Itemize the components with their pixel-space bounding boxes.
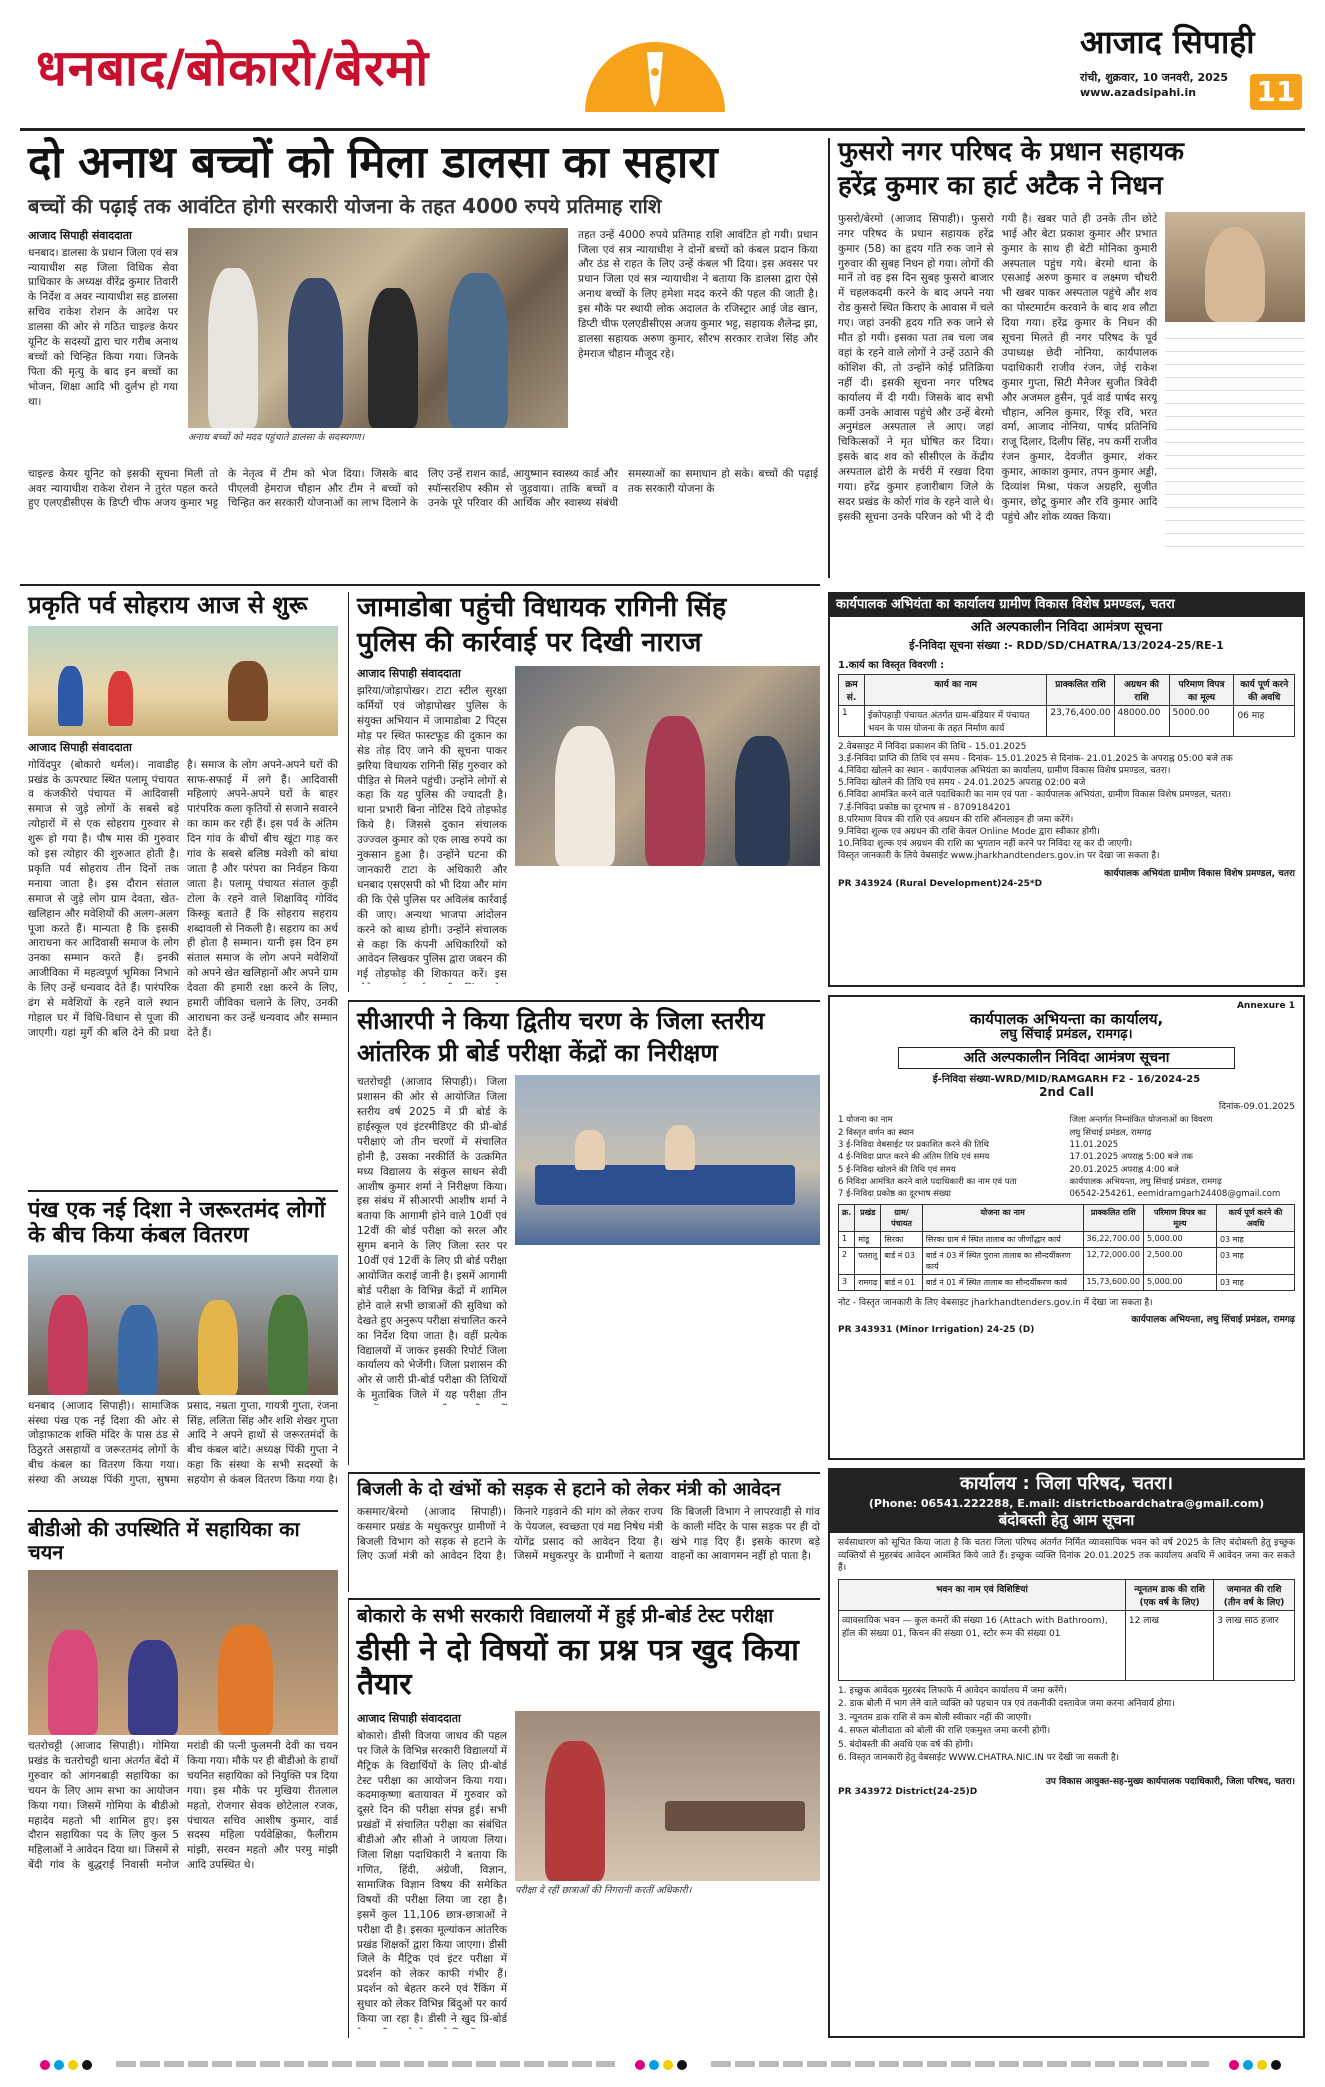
lead-headline: दो अनाथ बच्चों को मिला डालसा का सहारा <box>28 137 718 188</box>
bdo-story <box>28 1510 338 2040</box>
paper-name: आजाद सिपाही <box>1080 23 1255 61</box>
ad2-ref: ई-निविदा संख्या-WRD/MID/RAMGARH F2 - 16/2024-25 <box>932 1074 1201 1086</box>
bokaro-photo <box>515 1711 820 1881</box>
crp-story <box>348 1000 820 1465</box>
crp-body: चतरोचट्टी (आजाद सिपाही)। जिला प्रशासन की ओर से आयोजित जिला स्तरीय वर्ष 2025 में प्री बोर्ड के हाईस्कूल एवं इंटरमीडिएट की प्री-बोर्ड परीक्षाएं जो तीन चरणों में संचालित होनी है, उसका नरकीर्ति के उत्क्रमित मध्य विद्यालय के संकुल साधन सेवी आशीष कुमार शर्मा ने निरीक्षण किया। इस संबंध में सीआरपी आशीष शर्मा ने बताया कि आगामी होने वाले 10वीं एवं 12वीं की बोर्ड परीक्षा को सरल और सुगम बनाने के लिए जिला स्तर पर 10वीं एवं 12वीं के लिए प्री बोर्ड परीक्षा आयोजित कराई जानी है। इसमें आगामी बोर्ड परीक्षा के विभिन्न केंद्रों में शामिल होने वाले सभी छात्राओं की सुविधा को देखते हुए अनुरूप परीक्षा संचालित करने का निर्देश दिया जाता है। वहीं प्रत्येक विद्यालयों में जाकर इसकी रिपोर्ट जिला कार्यालय को भेजेंगी। जिला प्रशासन की ओर से जारी प्री-बोर्ड परीक्षा की तिथियों के मुताबिक जिले में यह परीक्षा तीन <box>357 1076 507 1402</box>
ad2-office: लघु सिंचाई प्रमंडल, रामगढ़। <box>1000 1027 1133 1043</box>
ad2-table: क्र. प्रखंड ग्राम/पंचायत योजना का नाम प्राक्कलित राशि परिमाण विपत्र का मूल्य कार्य पूर्ण करने की अवधि 1 मांडू सिरका सिरका ग्राम में स्थित तालाब का जीर्णोद्धार कार्य 36,22,700.00 5,000.00 03 माह 2 पतरातू बार्ड नं 03 बार्ड नं 03 में स्थित पुराना तालाब का सौन्दर्यीकरण कार्य 12,72,000.00 2,500.00 03 माह 3 रामगढ़ बार्ड नं 01 बार्ड नं 01 में स्थित तालाब का सौन्दर्यीकरण कार्य 15,73,600.00 5,000.00 03 माह <box>838 1204 1295 1291</box>
ad2-signer: कार्यपालक अभियन्ता, लघु सिंचाई प्रमंडल, रामगढ़ <box>1131 1315 1295 1326</box>
fusro-body-side <box>1165 326 1305 551</box>
fusro-headline: हरेंद्र कुमार का हार्ट अटैक ने निधन <box>838 170 1163 201</box>
masthead-logo-icon <box>585 12 725 112</box>
sohrai-body: गोविंदपुर (बोकारो थर्मल)। नावाडीह प्रखंड के ऊपरघाट स्थित पलामू पंचायत व कंजकीरो पंचायत में आदिवासी समाज से जुड़े लोगों के सबसे बड़े त्योहारों में से एक सोहराय गुरुवार से शुरू हो गया है। पौष मास की गुरुवार को इस त्योहार की शुरुआत होती है। प्रकृति पर्व सोहराय तीन दिनों तक मनाया जाता है। इस दौरान संताल समाज से जुड़े लोग ग्राम देवता, खेत-खलिहान और मवेशियों की अलग-अलग पूजा करते हैं। मान्यता है कि इसकी आराधना कर आदिवासी समाज के लोग उनका सम्मान करते हैं। इनकी आजीविका में महत्वपूर्ण भूमिका निभाने के लिए उन्हें धन्यवाद देते हैं। पारंपरिक ढंग से मवेशियों के रहने वाले स्थान गोहाल घर में विधि-विधान से पूजा की जाएगी। यहां मुर्गे की बलि देने की प्रथा है। समाज के लोग अपने-अपने घरों की साफ-सफाई में लगे हैं। आदिवासी महिलाएं अपने-अपने घरों के बाहर पारंपरिक कला कृतियों से सजाने सवारने का काम कर रही हैं। इस पर्व के अंतिम दिन गांव के बीचों बीच खूंटा गाड़ कर गांव के सबसे बलिष्ठ मवेशी को बांधा जाता है और परंपरा का निर्वहन किया जाता है। पलामू पंचायत संताल कुड़ी टोला के रहने वाले शिक्षाविद् गोविंद किस्कू बताते हैं कि सोहराय सहराय शब्दावली से निकली है। सहराय का अर्थ ही होता है सम्मान। यानी इस दिन हम संताल समाज के लोग अपने मवेशियों को अपने खेत खलिहानों और अपने ग्राम देवता की हमारी रक्षा करने के लिए, हमारी जीविका चलाने के लिए, उनकी आराधना कर उन्हें धन्यवाद और सम्मान देते हैं। <box>28 758 338 1039</box>
website: www.azadsipahi.in <box>1080 86 1197 99</box>
dateline: रांची, शुक्रवार, 10 जनवरी, 2025 <box>1080 71 1229 84</box>
ad1-table: क्रम सं. कार्य का नाम प्राक्कलित राशि अग्रधन की राशि परिमाण विपत्र का मूल्य कार्य पूर्ण करने की अवधि 1 ईकोपहाड़ी पंचायत अंतर्गत ग्राम-बंडियार में पंचायत भवन के पास योजना के तहत निर्माण कार्य 23,76,400.00 48000.00 5000.00 06 माह <box>838 674 1295 737</box>
lead-photo <box>188 228 568 428</box>
byline: आजाद सिपाही संवाददाता <box>357 667 461 681</box>
jamadoba-headline: जामाडोबा पहुंची विधायक रागिनी सिंह <box>357 592 727 623</box>
jamadoba-photo <box>515 666 820 866</box>
ad3-title: बंदोबस्ती हेतु आम सूचना <box>998 1510 1135 1529</box>
ad2-date: दिनांक-09.01.2025 <box>1218 1102 1295 1113</box>
lead-para: धनबाद। डालसा के प्रधान जिला एवं सत्र न्यायाधीश सह जिला विधिक सेवा प्राधिकार के अध्यक्ष वीरेंद्र कुमार तिवारी के निर्देश व अवर न्यायाधीश सह डालसा सचिव राकेश रोशन के आदेश पर डालसा की ओर से गठित चाइल्ड केयर यूनिट के सदस्यों द्वारा चार गरीब अनाथ बच्चों को चिन्हित किया गया। जिनके पिता की मृत्यु के बाद इन बच्चों का भोजन, शिक्षा आदि भी दुर्लभ हो गया था। <box>28 246 178 408</box>
ad2-items: 1 योजना का नाम 2 विस्तृत वर्णन का स्थान 3 ई-निविदा वेबसाईट पर प्रकाशित करने की तिथि 4 ई-निविदा प्राप्त करने की अंतिम तिथि एवं समय 5 ई-निविदा खोलने की तिथि एवं समय 6 निविदा आमंत्रित करने वाले पदाधिकारी का नाम एवं पता 7 ई-निविदा प्रकोष्ठ का दूरभाष संख्या जिला अन्तर्गत निम्नांकित योजनाओं का विवरण लघु सिंचाई प्रमंडल, रामगढ़ 11.01.2025 17.01.2025 अपराह्न 5:00 बजे तक 20.01.2025 अपराह्न 4:00 बजे कार्यपालक अभियन्ता, लघु सिंचाई प्रमंडल, रामगढ़ 06542-254261, eemidramgarh24408@gmail.com <box>838 1115 1281 1200</box>
fusro-portrait <box>1165 212 1305 322</box>
lead-photo-caption: अनाथ बच्चों को मदद पहुंचाते डालसा के सदस्यगण। <box>188 431 365 443</box>
ad3-signer: उप विकास आयुक्त-सह-मुख्य कार्यपालक पदाधिकारी, जिला परिषद, चतरा। <box>1045 1776 1295 1787</box>
ad1-notes: 2.वेबसाइट में निविदा प्रकाशन की तिथि - 15.01.2025 3.ई-निविदा प्राप्ति की तिथि एवं समय - दिनांक- 15.01.2025 से दिनांक- 21.01.2025 के अपराह्न 05:00 बजे तक 4.निविदा खोलने का स्थान - कार्यपालक अभियंता का कार्यालय, ग्रामीण विकास विशेष प्रमण्डल, चतरा। 5.निविदा खोलने की तिथि एवं समय - 24.01.2025 अपराह्न 02:00 बजे 6.निविदा आमंत्रित करने वाले पदाधिकारी का नाम एवं पता - कार्यपालक अभियंता, ग्रामीण विकास विशेष प्रमण्डल, चतरा। 7.ई-निविदा प्रकोष्ठ का दूरभाष सं - 8709184201 8.परिमाण विपत्र की राशि एवं अग्रधन की राशि ऑनलाइन ही जमा करेंगे। 9.निविदा शुल्क एवं अग्रधन की राशि केवल Online Mode द्वारा स्वीकार होगी। 10.निविदा शुल्क एवं अग्रधन की राशि का भुगतान नहीं करने पर निविदा रद्द कर दी जाएगी। विस्तृत जानकारी के लिये वेबसाईट www.jharkhandtenders.gov.in पर देखा जा सकता है। <box>838 741 1233 862</box>
bdo-headline: बीडीओ की उपस्थिति में सहायिका का चयन <box>28 1517 300 1564</box>
jamadoba-story <box>348 592 820 992</box>
sohrai-photo <box>28 626 338 736</box>
byline: आजाद सिपाही संवाददाता <box>28 228 132 242</box>
byline: आजाद सिपाही संवाददाता <box>357 1711 461 1725</box>
ad1-ref: ई-निविदा सूचना संख्या :- RDD/SD/CHATRA/13/2024-25/RE-1 <box>909 638 1224 652</box>
bdo-body: चतरोचट्टी (आजाद सिपाही)। गोमिया प्रखंड के चतरोचट्टी थाना अंतर्गत बेंदो में गुरुवार को आंगनबाड़ी सहायिका का चयन के लिए आम सभा का आयोजन किया गया। जिसमें गोमिया के बीडीओ महादेव महतो भी शामिल हुए। इस दौरान सहायिका पद के लिए कुल 5 महिलाओं ने आवेदन दिया था। जिसमें से बेंदी गांव के बुद्धराई निवासी मनोज मरांडी की पत्नी फुलमनी देवी का चयन किया गया। मौके पर ही बीडीओ के हाथों चयनित सहायिका को नियुक्ति पत्र दिया गया। इस मौके पर मुखिया रीतलाल महतो, रोजगार सेवक छोटेलाल रजक, पंचायत सचिव आशीष कुमार, वार्ड सदस्य महिला पर्यवेक्षिका, फैलीराम मांझी, सरवन महतो और परमु मांझी आदि उपस्थित थे। <box>28 1740 338 1872</box>
bokaro-headline: बोकारो के सभी सरकारी विद्यालयों में हुई प्री-बोर्ड टेस्ट परीक्षा <box>357 1605 774 1627</box>
fusro-story <box>828 138 1305 578</box>
kambal-story <box>28 1190 338 1500</box>
ad1-signer: कार्यपालक अभियंता ग्रामीण विकास विशेष प्रमण्डल, चतरा <box>1104 869 1295 880</box>
page-number: 11 <box>1250 74 1302 110</box>
masthead <box>20 12 1305 122</box>
jamadoba-body: झरिया/जोड़ापोखर। टाटा स्टील सुरक्षा कर्मियों एवं जोड़ापोखर पुलिस के संयुक्त अभियान में जामाडोबा 2 पिट्स मोड़ पर स्थित फास्टफूड की दुकान का सेड तोड़ दिए जाने की सूचना पाकर झरिया विधायक रागिनी सिंह गुरुवार को पीड़ित से मिलने पहुंची। उन्होंने लोगों से कहा कि यह पुलिस की ज्यादती है। थाना प्रभारी बिना नोटिस दिये तोड़फोड़ किये है। जिससे दुकान संचालक उज्ज्वल कुमार को एक लाख रुपये का नुकसान हुआ है। उन्होंने घटना की जानकारी टाटा के अधिकारी और धनबाद एसएसपी को भी दिया और मांग की कि ऐसे पुलिस पर अविलंब कार्रवाई की जाए। अन्यथा भाजपा आंदोलन करने को बाध्य होगी। उन्होंने संचालक से कहा कि कंपनी अधिकारियों को आवेदन लिखकर पुलिस द्वारा जबरन की गई तोड़फोड़ की शिकायत करें। इस <box>357 685 507 981</box>
bokaro-headline: डीसी ने दो विषयों का प्रश्न पत्र खुद किया तैयार <box>357 1632 799 1703</box>
ad3-table: भवन का नाम एवं विशिष्टियां न्यूनतम डाक की राशि (एक वर्ष के लिए) जमानत की राशि (तीन वर्ष के लिए) व्यावसायिक भवन — कुल कमरों की संख्या 16 (Attach with Bathroom), हॉल की संख्या 01, किचन की संख्या 01, स्टोर रूम की संख्या 01 12 लाख 3 लाख साठ हजार <box>838 1579 1295 1681</box>
tender-ad-ramgarh <box>828 995 1305 1460</box>
sohrai-story <box>28 592 338 1182</box>
ad1-title: अति अल्पकालीन निविदा आमंत्रण सूचना <box>970 619 1163 635</box>
lead-story <box>28 138 818 578</box>
ad3-contact: (Phone: 06541.222288, E.mail: districtboardchatra@gmail.com) <box>868 1496 1265 1510</box>
ad2-office: कार्यपालक अभियन्ता का कार्यालय, <box>969 1010 1164 1028</box>
bokaro-photo-caption: परीक्षा दे रहीं छात्राओं की निगरानी करतीं अधिकारी। <box>515 1884 692 1896</box>
ad3-office: कार्यालय : जिला परिषद, चतरा। <box>960 1473 1173 1494</box>
bijli-body: कसमार/बेरमो (आजाद सिपाही)। कसमार प्रखंड के मधुकरपुर ग्रामीणों ने बिजली विभाग को सड़क से हटाने के लिए ऊर्जा मंत्री को आवेदन दिया है। किनारे गड़वाने की मांग को लेकर राज्य के पेयजल, स्वच्छता एवं मद्य निषेध मंत्री योगेंद्र प्रसाद को आवेदन दिया है। जिसमें मधुकरपुर के ग्रामीणों ने बताया कि बिजली विभाग ने लापरवाही से गांव के काली मंदिर के पास सड़क पर ही दो खंभे गाड़ दिए हैं। इसके कारण बड़े वाहनों का आवागमन नहीं हो पाता है। <box>357 1505 820 1563</box>
bijli-headline: बिजली के दो खंभों को सड़क से हटाने को लेकर मंत्री को आवेदन <box>357 1479 781 1500</box>
kambal-headline: पंख एक नई दिशा ने जरूरतमंद लोगों के बीच किया कंबल वितरण <box>28 1198 326 1249</box>
footer-registration-marks <box>40 2056 1285 2072</box>
ad1-section: 1.कार्य का विस्तृत विवरणी : <box>838 659 945 671</box>
ad1-pr: PR 343924 (Rural Development)24-25*D <box>838 879 1043 890</box>
bokaro-story <box>348 1598 820 2038</box>
ad3-terms: 1. इच्छुक आवेदक मुहरबंद लिफाफे में आवेदन कार्यालय में जमा करेंगे। 2. डाक बोली में भाग लेने वाले व्यक्ति को पहचान पत्र एवं तकनीकी दस्तावेज जमा करना अनिवार्य होगा। 3. न्यूनतम डाक राशि से कम बोली स्वीकार नहीं की जाएगी। 4. सफल बोलीदाता को बोली की राशि एकमुश्त जमा करनी होगी। 5. बंदोबस्ती की अवधि एक वर्ष की होगी। 6. विस्तृत जानकारी हेतु वेबसाईट WWW.CHATRA.NIC.IN पर देखी जा सकती है। <box>838 1685 1175 1764</box>
fusro-body: फुसरो/बेरमो (आजाद सिपाही)। फुसरो नगर परिषद के प्रधान सहायक हरेंद्र कुमार (58) का हृदय गति रुक जाने से गुरुवार की सुबह निधन हो गया। लोगों की मानें तो वह इस दिन सुबह फुसरो बाजार में चहलकदमी करने के बाद अपने नया रोड कुसरो स्थित किराए के आवास में चले गए। जहां उनकी हृदय गति रुक जाने से मौत हो गयी। इसका पता तब चला जब वहां के रहने वाले लोगों ने उन्हें उठाने की कोशिश की, तो उन्होंने कोई प्रतिक्रिया नहीं दी। इसकी सूचना नगर परिषद कार्यालय में दी गयी। जिसके बाद सभी कर्मी उनके आवास पहुंचे और उन्हें बेरमो अनुमंडल अस्पताल ले आए। जहां चिकित्सकों ने मृत घोषित कर दिया। इसके बाद शव को सीसीएल के केंद्रीय अस्पताल ढोरी के मर्चरी में रखवा दिया गया। हरेंद्र कुमार हजारीबाग जिले के सदर प्रखंड के कोर्रा गांव के रहने वाले थे। इसकी सूचना उनके परिजन को भी दे दी गयी है। खबर पाते ही उनके तीन छोटे भाई और बेटा प्रकाश कुमार और प्रभात कुमार के साथ ही बेटी मोनिका कुमारी अस्पताल पहुंच गये। बेरमो थाना के एसआई अरुण कुमार व लक्ष्मण चौधरी भी खबर पाकर अस्पताल पहुंचे और शव का पोस्टमार्टम करवाने के बाद शव लौटा दिया गया। हरेंद्र कुमार के निधन की सूचना मिलते ही नगर परिषद के पूर्व उपाध्यक्ष छेदी नोनिया, कार्यपालक पदाधिकारी राजीव रंजन, जेई राकेश कुमार गुप्ता, सिटी मैनेजर सुजीत त्रिवेदी और अजमल हुसैन, पूर्व वार्ड पार्षद सरयू चौहान, अनिल कुमार, रिंकू रवि, भरत वर्मा, आजाद नोनिया, पार्षद प्रतिनिधि राजू दिलार, दिलीप सिंह, नप कर्मी राजीव रंजन कुमार, देवजीत कुमार, शंकर कुमार, आकाश कुमार, तपन कुमार अड्डी, दिव्यांश मिश्रा, पंकज अग्रहरि, सुजीत कुमार, छोटू कुमार और रवि कुमार आदि पहुंचे और शोक व्यक्त किया। <box>838 212 1158 523</box>
ad3-pr: PR 343972 District(24-25)D <box>838 1786 978 1797</box>
sohrai-headline: प्रकृति पर्व सोहराय आज से शुरू <box>28 591 308 619</box>
crp-photo <box>515 1075 820 1245</box>
tender-ad-chatra <box>828 592 1305 987</box>
lead-para: तहत उन्हें 4000 रुपये प्रतिमाह राशि आवंटित हो गयी। प्रधान जिला एवं सत्र न्यायाधीश ने दोनों बच्चों को कंबल प्रदान किया और ठंड से राहत के लिए उन्हें कंबल भी दिया। इस अवसर पर प्रधान जिला एवं सत्र न्यायाधीश ने बताया कि डालसा द्वारा ऐसे अनाथ बच्चों के लिए हमेशा मदद करने की पहल की जाती है। इस मौके पर स्थायी लोक अदालत के रजिस्ट्रार आई जेड खान, डिप्टी चीफ एलएडीसीएस अजय कुमार भट्ट, सहायक शैलेन्द्र झा, डालसा सहायक अरुण कुमार, सौरभ सरकार राजेश सिंह और हेमराज चौहान मौजूद रहे। <box>578 228 818 360</box>
bdo-photo <box>28 1570 338 1735</box>
bijli-story <box>348 1472 820 1592</box>
crp-headline: आंतरिक प्री बोर्ड परीक्षा केंद्रों का निरीक्षण <box>357 1038 718 1067</box>
bokaro-body: बोकारो। डीसी विजया जाधव की पहल पर जिले के विभिन्न सरकारी विद्यालयों में मैट्रिक के विद्यार्थियों के लिए प्री-बोर्ड टेस्ट परीक्षा का आयोजन किया गया। कदमाकृष्णा बतायावत में गुरुवार को दूसरे दिन की परीक्षा संपन्न हुई। सभी प्रखंडों में संचालित परीक्षा का संबंधित बीडीओ और सीओ ने जायजा लिया। जिला शिक्षा पदाधिकारी ने बताया कि गणित, हिंदी, अंग्रेजी, विज्ञान, सामाजिक विज्ञान विषय की समेकित विषयों की परीक्षा लिया जा रहा है। इसमें कुल 11,106 छात्र-छात्राओं ने परीक्षा दी है। इसका मूल्यांकन आंतरिक प्रखंड शिक्षकों द्वारा किया जाएगा। डीसी जिले के मैट्रिक एवं इंटर परीक्षा में प्रदर्शन को लेकर काफी गंभीर हैं। प्रदर्शन को बेहतर करने एवं रैंकिंग में सुधार को लेकर विभिन्न बिंदुओं पर कार्य किया जा रहा है। डीसी ने खुद प्रि-बोर्ड <box>357 1729 507 2026</box>
ad1-office: कार्यपालक अभियंता का कार्यालय ग्रामीण विकास विशेष प्रमण्डल, चतरा <box>830 594 1303 617</box>
crp-headline: सीआरपी ने किया द्वितीय चरण के जिला स्तरीय <box>357 1007 765 1035</box>
notice-ad-zila-parishad <box>828 1468 1305 2038</box>
jamadoba-headline: पुलिस की कार्रवाई पर दिखी नाराज <box>357 627 702 659</box>
ad2-pr: PR 343931 (Minor Irrigation) 24-25 (D) <box>838 1325 1035 1336</box>
ad3-intro: सर्वसाधारण को सूचित किया जाता है कि चतरा जिला परिषद अंतर्गत निर्मित व्यावसायिक भवन को वर्ष 2025 के लिए बंदोबस्ती हेतु इच्छुक व्यक्तियों से मुहरबंद आवेदन आमंत्रित किये जाते हैं। इच्छुक व्यक्ति दिनांक 20.01.2025 तक कार्यालय अवधि में आवेदन जमा कर सकते हैं। <box>838 1537 1295 1574</box>
ad2-note: नोट - विस्तृत जानकारी के लिए वेबसाइट jharkhandtenders.gov.in में देखा जा सकता है। <box>838 1298 1153 1309</box>
fusro-headline: फुसरो नगर परिषद के प्रधान सहायक <box>838 137 1185 167</box>
ad2-title: अति अल्पकालीन निविदा आमंत्रण सूचना <box>898 1047 1235 1069</box>
ad2-call: 2nd Call <box>1039 1085 1094 1100</box>
section-title: धनबाद/बोकारो/बेरमो <box>36 39 430 97</box>
byline: आजाद सिपाही संवाददाता <box>28 740 132 754</box>
lead-para: चाइल्ड केयर यूनिट को इसकी सूचना मिली तो अवर न्यायाधीश राकेश रोशन ने तुरंत पहल करते हुए एलएडीसीएस के डिप्टी चीफ अजय कुमार भट्ट के नेतृत्व में टीम को भेज दिया। जिसके बाद पीएलवी हेमराज चौहान और टीम ने बच्चों को चिन्हित कर सरकारी योजनाओं का लाभ दिलाने के लिए उन्हें राशन कार्ड, आयुष्मान स्वास्थ्य कार्ड और स्पॉन्सरशिप स्कीम से जुड़वाया। ताकि बच्चों व उनके पूरे परिवार की आर्थिक और स्वास्थ्य संबंधी समस्याओं का समाधान हो सके। बच्चों की पढ़ाई तक सरकारी योजना के <box>28 467 818 510</box>
kambal-photo <box>28 1255 338 1395</box>
ad2-annexure: Annexure 1 <box>1236 1001 1295 1011</box>
kambal-body: धनबाद (आजाद सिपाही)। सामाजिक संस्था पंख एक नई दिशा की ओर से जोड़ाफाटक शक्ति मंदिर के पास ठंड से ठिठुरते असहायों व जरूरतमंद लोगों के बीच कंबल का वितरण किया गया। संस्था की अध्यक्ष पिंकी गुप्ता, सुषमा प्रसाद, नम्रता गुप्ता, गायत्री गुप्ता, रंजना सिंह, ललिता सिंह और शशि शेखर गुप्ता आदि ने अपने हाथों से जरूरतमंदों के बीच कंबल बांटे। अध्यक्ष पिंकी गुप्ता ने कहा कि संस्था के सभी सदस्यों के सहयोग से कंबल वितरण किया गया है। <box>28 1399 338 1487</box>
lead-subhead: बच्चों की पढ़ाई तक आवंटित होगी सरकारी योजना के तहत 4000 रुपये प्रतिमाह राशि <box>28 193 662 218</box>
